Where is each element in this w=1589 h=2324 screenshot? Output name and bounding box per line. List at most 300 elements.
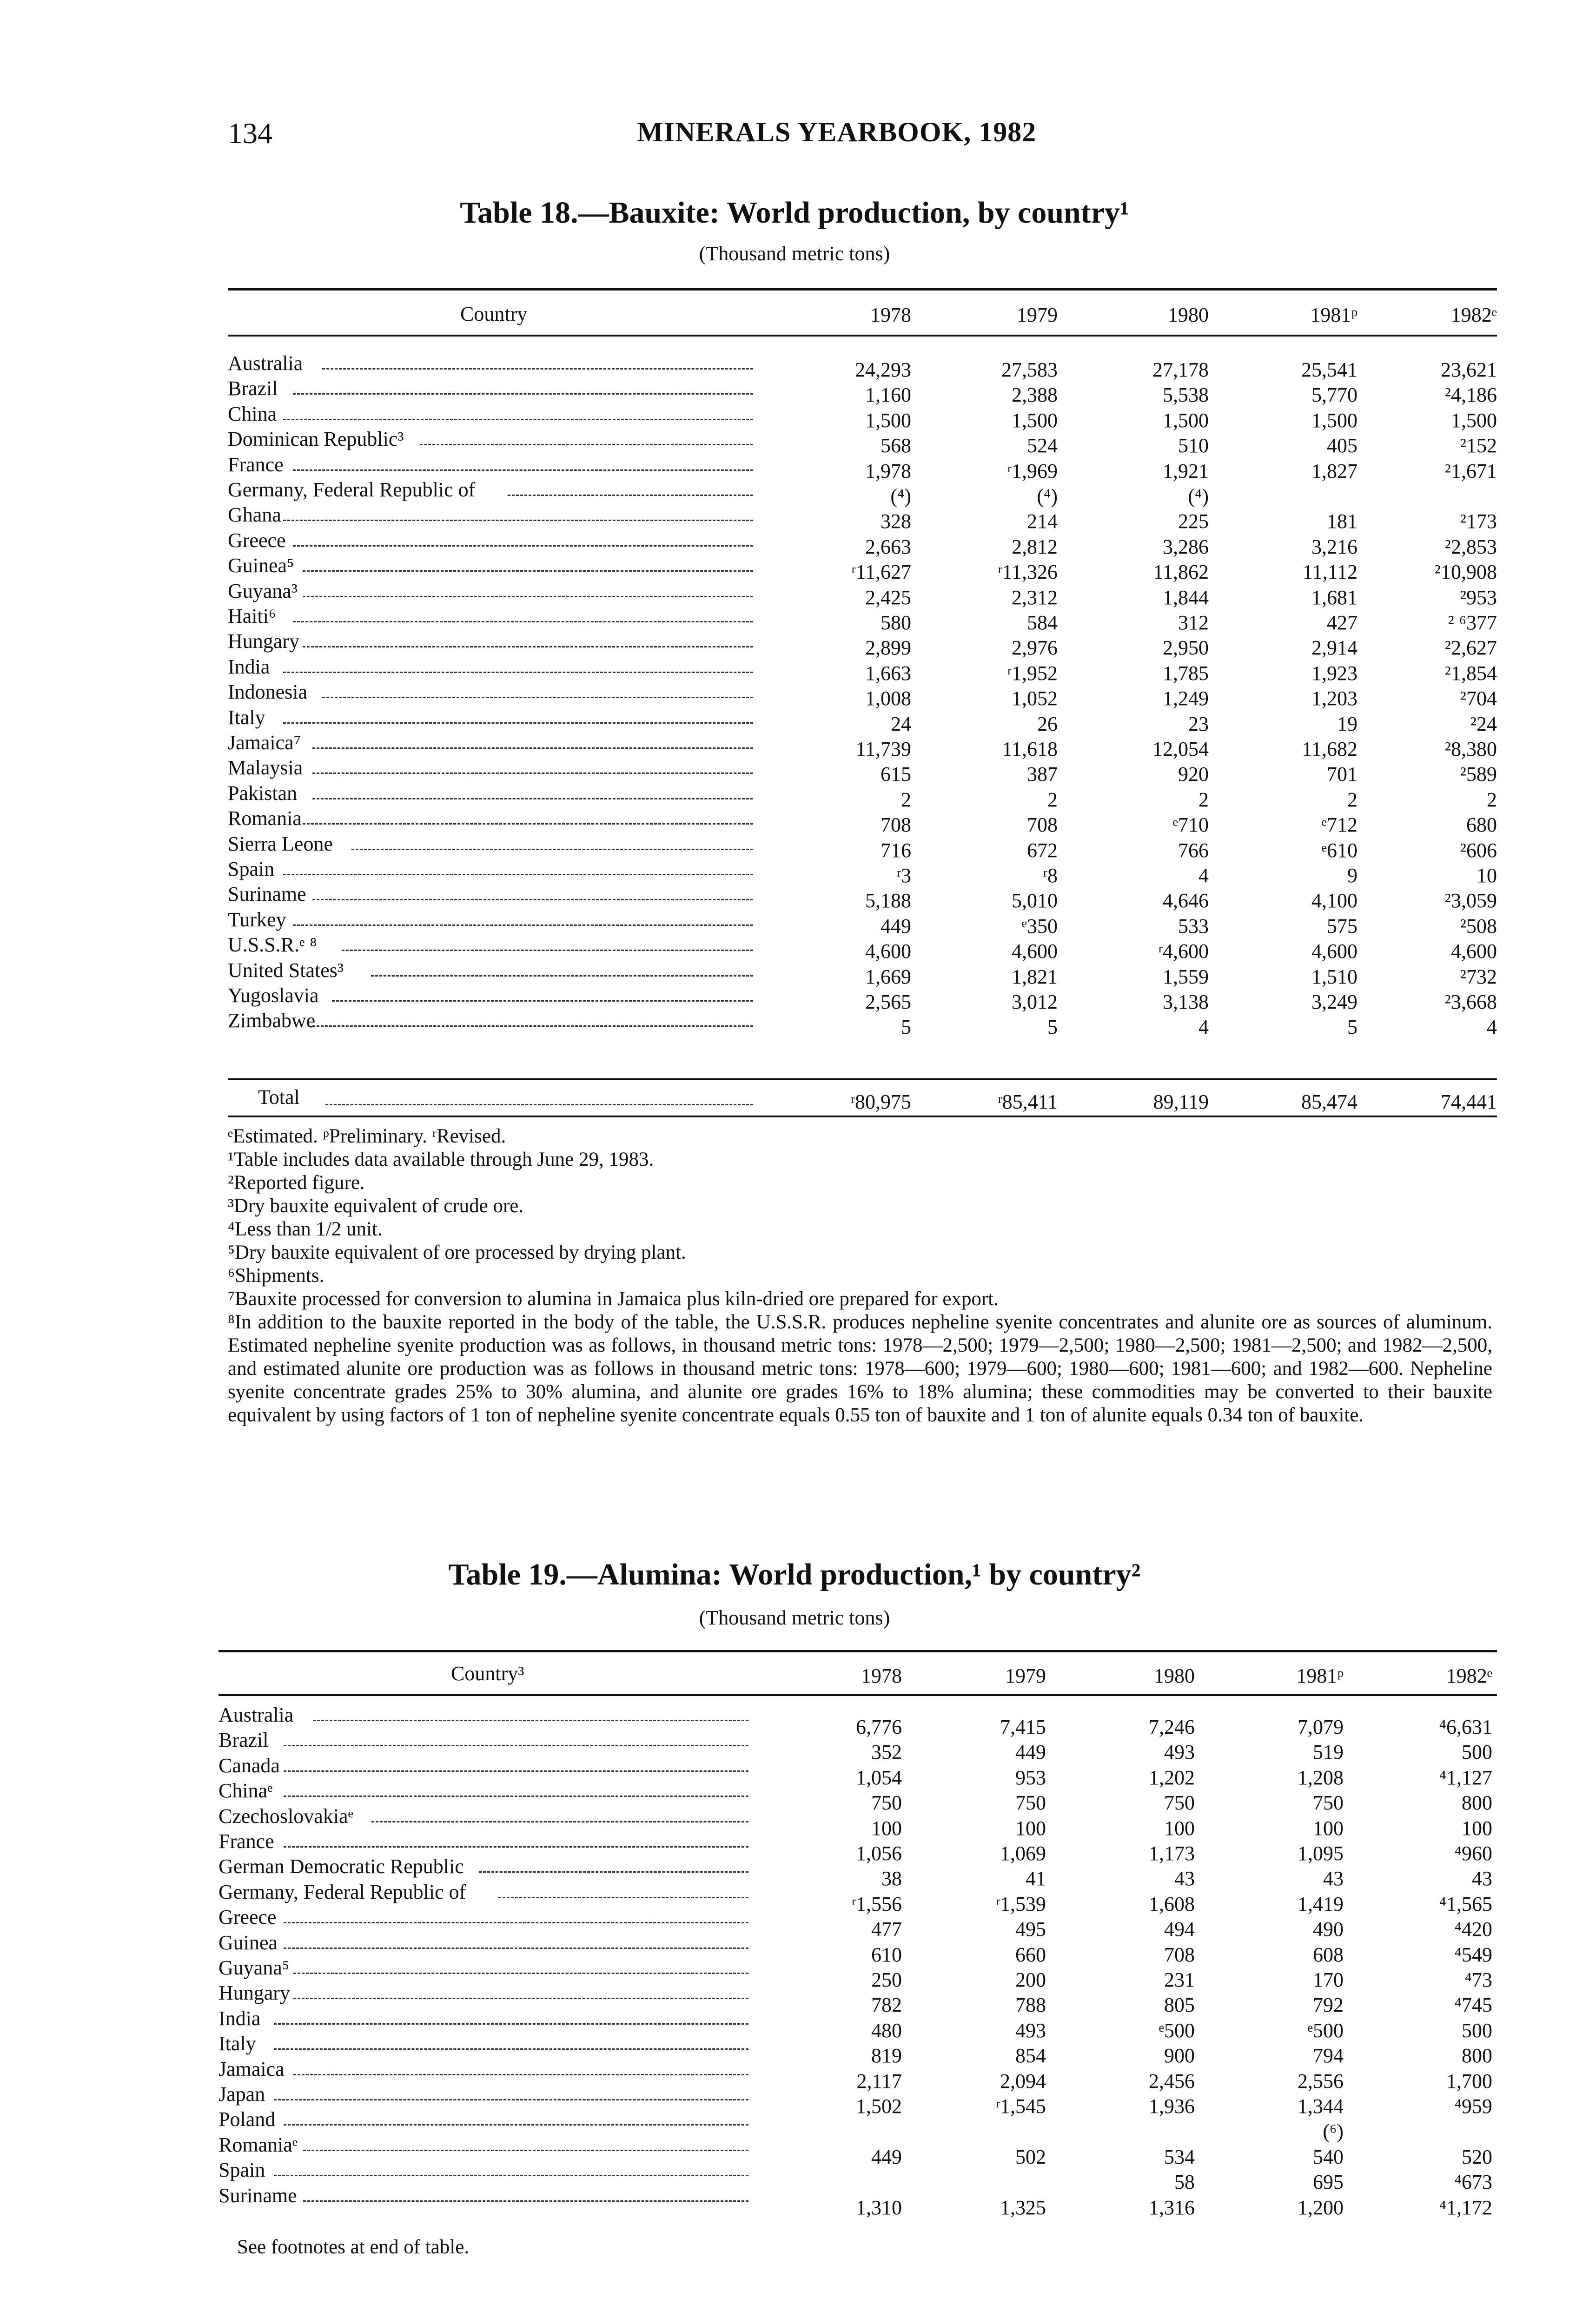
dot-leader [303, 2200, 748, 2202]
dot-leader [479, 1871, 748, 1873]
table-cell: ²508 [1460, 914, 1497, 938]
year-header: 1981ᵖ [1296, 1664, 1344, 1687]
dot-leader [312, 747, 753, 749]
total-cell: ʳ85,411 [998, 1090, 1058, 1113]
table-cell: (⁶) [1323, 2120, 1344, 2143]
dot-leader [284, 1745, 748, 1746]
year-header: 1982ᵉ [1450, 304, 1497, 326]
dot-leader [293, 621, 753, 622]
country-name: Yugoslavia [228, 984, 319, 1007]
country-name: Jamaica⁷ [228, 731, 301, 754]
table-cell: 782 [871, 1994, 902, 2017]
table19-col-country: Country³ [451, 1662, 524, 1685]
table-cell: 519 [1313, 1741, 1344, 1764]
table-cell: ʳ3 [896, 864, 911, 887]
total-cell: 89,119 [1153, 1090, 1209, 1113]
dot-leader [371, 1821, 748, 1822]
table-cell: ʳ1,545 [995, 2095, 1046, 2118]
table-cell: 1,208 [1298, 1766, 1344, 1789]
table19-subtitle: (Thousand metric tons) [699, 1606, 890, 1629]
dot-leader [332, 1000, 753, 1002]
table-cell: 1,419 [1298, 1892, 1344, 1915]
table-cell: 1,978 [865, 459, 911, 482]
table-cell: ²152 [1460, 434, 1497, 457]
table-cell: 494 [1164, 1918, 1195, 1941]
country-name: Canada [218, 1754, 280, 1777]
table-cell: 5,010 [1012, 889, 1058, 912]
country-name: India [228, 655, 270, 678]
table-cell: 2,663 [865, 535, 911, 558]
table19-header-rule [218, 1694, 1497, 1696]
table-cell: 6,776 [856, 1716, 902, 1738]
country-name: Greece [228, 528, 286, 552]
table-cell: ²3,668 [1444, 990, 1497, 1013]
dot-leader [312, 772, 753, 774]
table-cell: 495 [1015, 1918, 1046, 1941]
table-cell: 1,008 [865, 687, 911, 710]
table-cell: 1,500 [1311, 409, 1357, 432]
country-name: Poland [218, 2108, 276, 2131]
table-cell: ²1,854 [1444, 661, 1497, 685]
year-header: 1982ᵉ [1446, 1664, 1492, 1687]
country-name: India [218, 2007, 261, 2030]
table-cell: (⁴) [1037, 485, 1058, 508]
country-name: Czechoslovakiaᵉ [218, 1804, 353, 1828]
table-cell: 4 [1487, 1016, 1497, 1039]
table-cell: ᵉ350 [1021, 914, 1058, 938]
table-cell: 4 [1198, 864, 1209, 887]
table-cell: 1,663 [865, 661, 911, 685]
country-name: Haiti⁶ [228, 605, 276, 627]
dot-leader [322, 368, 753, 370]
table-cell: 610 [871, 1943, 902, 1966]
table-cell: 1,559 [1163, 965, 1209, 988]
table-cell: 1,500 [1451, 409, 1497, 432]
table-cell: 800 [1462, 2044, 1492, 2067]
table-cell: 58 [1174, 2171, 1195, 2194]
table-cell: ²4,186 [1444, 383, 1497, 407]
table-cell: ² ⁶377 [1448, 611, 1497, 634]
dot-leader [303, 646, 753, 647]
table-cell: ʳ8 [1043, 864, 1058, 887]
table-cell: 7,415 [1000, 1716, 1046, 1738]
table-cell: 3,286 [1163, 535, 1209, 558]
table-cell: ²704 [1460, 687, 1497, 710]
footnote: ᵉEstimated. ᵖPreliminary. ʳRevised. [228, 1125, 506, 1147]
table-cell: 225 [1178, 510, 1209, 533]
country-name: Australia [228, 352, 303, 375]
table-cell: 100 [1462, 1816, 1492, 1840]
table-cell: ²732 [1460, 965, 1497, 988]
table-cell: 2,556 [1298, 2069, 1344, 2093]
year-header: 1978 [861, 1664, 902, 1687]
table-cell: 1,095 [1298, 1842, 1344, 1865]
dot-leader [342, 950, 753, 951]
dot-leader [283, 874, 753, 875]
dot-leader [498, 1897, 748, 1898]
table-cell: 1,921 [1163, 459, 1209, 482]
table-cell: ⁴745 [1454, 1994, 1492, 2017]
total-cell: 85,474 [1301, 1090, 1357, 1113]
table-cell: 387 [1027, 763, 1058, 786]
country-name: Suriname [228, 883, 306, 906]
table-cell: ᵉ610 [1321, 838, 1357, 862]
table-cell: ⁴6,631 [1439, 1716, 1492, 1738]
footnote: ⁶Shipments. [228, 1265, 324, 1287]
table-cell: 10 [1476, 864, 1497, 887]
table-cell: 1,052 [1012, 687, 1058, 710]
table-cell: 250 [871, 1968, 902, 1991]
dot-leader [293, 924, 753, 926]
table-cell: 23,621 [1441, 358, 1497, 381]
table-cell: 3,012 [1012, 990, 1058, 1013]
table-cell: 716 [881, 838, 911, 862]
dot-leader [293, 1973, 748, 1974]
table-cell: ʳ1,539 [995, 1892, 1046, 1915]
table-cell: 5,770 [1311, 383, 1357, 407]
table-cell: 43 [1472, 1867, 1492, 1890]
table-cell: 7,246 [1149, 1716, 1195, 1738]
table-cell: 1,203 [1311, 687, 1357, 710]
table-cell: 38 [881, 1867, 902, 1890]
table-cell: 405 [1327, 434, 1357, 457]
table-cell: 680 [1466, 813, 1497, 837]
table-cell: 1,821 [1012, 965, 1058, 988]
country-name: United States³ [228, 958, 344, 982]
table-cell: 11,682 [1302, 738, 1357, 760]
table-cell: 2,812 [1012, 535, 1058, 558]
table-cell: 580 [881, 611, 911, 634]
table-cell: 352 [871, 1741, 902, 1764]
table-cell: 2 [901, 788, 911, 811]
dot-leader [293, 545, 753, 547]
table-cell: 1,936 [1149, 2095, 1195, 2118]
table-cell: 2 [1347, 788, 1357, 811]
table-cell: 5 [901, 1016, 911, 1039]
table-cell: 1,056 [856, 1842, 902, 1865]
table-cell: 1,827 [1311, 459, 1357, 482]
table-cell: 24 [891, 712, 911, 735]
table-cell: 1,510 [1311, 965, 1357, 988]
country-name: Australia [218, 1703, 294, 1726]
country-name: France [228, 453, 284, 476]
table-cell: 1,054 [856, 1766, 902, 1789]
table-cell: 1,325 [1000, 2196, 1046, 2219]
dot-leader [274, 2048, 748, 2050]
table-cell: 1,844 [1163, 586, 1209, 609]
table-cell: 900 [1164, 2044, 1195, 2067]
country-name: Hungary [218, 1981, 290, 2005]
table-cell: ʳ11,627 [851, 561, 911, 584]
table18-total-rule [228, 1078, 1497, 1080]
dot-leader [371, 975, 753, 977]
table-cell: 1,500 [865, 409, 911, 432]
table-cell: ²173 [1460, 510, 1497, 533]
table-cell: 2,117 [856, 2069, 902, 2093]
table-cell: 3,216 [1311, 535, 1357, 558]
table18-header-rule [228, 335, 1497, 337]
table-cell: 750 [871, 1791, 902, 1815]
table-cell: 534 [1164, 2145, 1195, 2168]
table-cell: ⁴420 [1454, 1918, 1492, 1941]
table-cell: 493 [1015, 2019, 1046, 2042]
table-cell: 708 [1027, 813, 1058, 837]
table-cell: 2,565 [865, 990, 911, 1013]
table-cell: 672 [1027, 838, 1058, 862]
table-cell: ²1,671 [1444, 459, 1497, 482]
country-name: Suriname [218, 2184, 297, 2207]
dot-leader [508, 495, 753, 496]
table-cell: 100 [871, 1816, 902, 1840]
country-name: Turkey [228, 908, 286, 931]
dot-leader [312, 1025, 753, 1027]
dot-leader [284, 1796, 748, 1797]
country-name: Brazil [228, 377, 278, 400]
dot-leader [325, 1104, 753, 1105]
table-cell: 4,600 [1451, 940, 1497, 963]
country-name: Ghana [228, 503, 281, 527]
country-name: Guyana⁵ [218, 1956, 290, 1979]
table-cell: 5,188 [865, 889, 911, 912]
table-cell: 520 [1462, 2145, 1492, 2168]
table-cell: 1,202 [1149, 1766, 1195, 1789]
table-cell: ²10,908 [1434, 561, 1497, 584]
table-cell: 477 [871, 1918, 902, 1941]
table-cell: 449 [871, 2145, 902, 2168]
table18-col-country: Country [460, 303, 528, 325]
table-cell: ⁴959 [1454, 2095, 1492, 2118]
year-header: 1979 [1017, 304, 1058, 326]
table-cell: ⁴960 [1454, 1842, 1492, 1865]
table-cell: 2,899 [865, 636, 911, 660]
table-cell: 1,200 [1298, 2196, 1344, 2219]
country-name: Chinaᵉ [218, 1779, 273, 1802]
table-cell: 1,500 [1012, 409, 1058, 432]
table-cell: ⁴73 [1464, 1968, 1492, 1991]
table-cell: 540 [1313, 2145, 1344, 2168]
dot-leader [284, 1846, 748, 1848]
table-cell: 1,069 [1000, 1842, 1046, 1865]
country-name: Romania [228, 807, 302, 830]
table-cell: 1,502 [856, 2095, 902, 2118]
table-cell: 2,456 [1149, 2069, 1195, 2093]
dot-leader [274, 2023, 748, 2025]
dot-leader [293, 1998, 748, 1999]
year-header: 1981ᵖ [1310, 304, 1357, 326]
table-cell: 792 [1313, 1994, 1344, 2017]
table-cell: 1,700 [1446, 2069, 1492, 2093]
table-cell: 584 [1027, 611, 1058, 634]
table-cell: 2,950 [1163, 636, 1209, 660]
table-cell: 819 [871, 2044, 902, 2067]
dot-leader [274, 2099, 748, 2100]
table-cell: 575 [1327, 914, 1357, 938]
dot-leader [293, 2074, 748, 2075]
footnote: ⁷Bauxite processed for conversion to alumina in Jamaica plus kiln-dried ore prepared for export. [228, 1288, 999, 1310]
footnote: ¹Table includes data available through June 29, 1983. [228, 1149, 654, 1170]
country-name: Germany, Federal Republic of [228, 478, 476, 501]
table-cell: 608 [1313, 1943, 1344, 1966]
table-cell: 9 [1347, 864, 1357, 887]
table-cell: ²2,853 [1444, 535, 1497, 558]
table-cell: 701 [1327, 763, 1357, 786]
footnote: ³Dry bauxite equivalent of crude ore. [228, 1195, 524, 1217]
country-name: German Democratic Republic [218, 1855, 464, 1878]
table-cell: 7,079 [1298, 1716, 1344, 1738]
table-cell: 2,094 [1000, 2069, 1046, 2093]
dot-leader [312, 899, 753, 900]
table-cell: 615 [881, 763, 911, 786]
table-cell: 2,312 [1012, 586, 1058, 609]
table-cell: 231 [1164, 1968, 1195, 1991]
table-cell: 3,249 [1311, 990, 1357, 1013]
country-name: Malaysia [228, 756, 303, 779]
dot-leader [303, 2150, 748, 2151]
table-cell: 1,160 [865, 383, 911, 407]
table-cell: 43 [1174, 1867, 1195, 1890]
table18-subtitle: (Thousand metric tons) [699, 242, 890, 265]
table-cell: 750 [1313, 1791, 1344, 1815]
table-cell: 312 [1178, 611, 1209, 634]
table-cell: 533 [1178, 914, 1209, 938]
footnote: ²Reported figure. [228, 1172, 365, 1194]
page-header [0, 116, 1589, 153]
table-cell: 449 [881, 914, 911, 938]
table-cell: 660 [1015, 1943, 1046, 1966]
table-cell: 766 [1178, 838, 1209, 862]
table-cell: 12,054 [1152, 738, 1209, 760]
table-cell: 490 [1313, 1918, 1344, 1941]
table-cell: ʳ1,952 [1007, 661, 1058, 685]
table-cell: 100 [1164, 1816, 1195, 1840]
table-cell: ⁴673 [1454, 2171, 1492, 2194]
year-header: 1980 [1154, 1664, 1195, 1687]
table-cell: 3,138 [1163, 990, 1209, 1013]
table-cell: 1,669 [865, 965, 911, 988]
table-cell: 800 [1462, 1791, 1492, 1815]
table-cell: 5,538 [1163, 383, 1209, 407]
table-cell: 328 [881, 510, 911, 533]
dot-leader [312, 798, 753, 799]
table-cell: ʳ1,969 [1007, 459, 1058, 482]
year-header: 1978 [870, 304, 911, 326]
table-cell: 214 [1027, 510, 1058, 533]
table-cell: 1,310 [856, 2196, 902, 2219]
table-cell: 2 [1198, 788, 1209, 811]
table-cell: ²606 [1460, 838, 1497, 862]
country-name: Brazil [218, 1729, 269, 1752]
country-name: Sierra Leone [228, 832, 333, 855]
table18-bottom-rule [228, 1116, 1497, 1117]
table-cell: ʳ4,600 [1158, 940, 1209, 963]
table19-top-rule [218, 1650, 1497, 1652]
table-cell: ⁴1,565 [1439, 1892, 1492, 1915]
table-cell: 1,923 [1311, 661, 1357, 685]
table-cell: 24,293 [855, 358, 911, 381]
dot-leader [284, 2124, 748, 2126]
country-name: U.S.S.R.ᵉ ⁸ [228, 933, 317, 957]
country-name: Spain [228, 858, 275, 880]
table-cell: 4,600 [865, 940, 911, 963]
table-cell: 1,681 [1311, 586, 1357, 609]
country-name: Spain [218, 2159, 265, 2182]
table-cell: 1,173 [1149, 1842, 1195, 1865]
footnote: ⁵Dry bauxite equivalent of ore processed by drying plant. [228, 1241, 686, 1263]
table-cell: 493 [1164, 1741, 1195, 1764]
country-name: Germany, Federal Republic of [218, 1880, 466, 1903]
see-footnotes-note: See footnotes at end of table. [237, 2236, 470, 2258]
country-name: Japan [218, 2083, 265, 2106]
table-cell: 4,600 [1012, 940, 1058, 963]
table-cell: ᵉ710 [1172, 813, 1209, 837]
table-cell: 510 [1178, 434, 1209, 457]
table-cell: 854 [1015, 2044, 1046, 2067]
table-cell: (⁴) [890, 485, 911, 508]
year-header: 1980 [1168, 304, 1209, 326]
table-cell: 427 [1327, 611, 1357, 634]
table-cell: (⁴) [1188, 485, 1209, 508]
country-name: France [218, 1830, 274, 1853]
table19-title: Table 19.—Alumina: World production,¹ by country² [448, 1558, 1141, 1591]
dot-leader [283, 520, 753, 521]
dot-leader [283, 419, 753, 420]
table-cell: 750 [1164, 1791, 1195, 1815]
dot-leader [274, 2175, 748, 2176]
country-name: Romaniaᵉ [218, 2133, 298, 2156]
country-name: Italy [228, 706, 265, 729]
table-cell: 27,178 [1152, 358, 1209, 381]
table-cell: ⁴549 [1454, 1943, 1492, 1966]
total-cell: ʳ80,975 [850, 1090, 911, 1113]
table-cell: 23 [1188, 712, 1209, 735]
table-cell: 805 [1164, 1994, 1195, 2017]
table18-title: Table 18.—Bauxite: World production, by country¹ [460, 196, 1129, 230]
running-title: MINERALS YEARBOOK, 1982 [637, 117, 1037, 147]
page-number: 134 [228, 117, 272, 150]
table-cell: 100 [1015, 1816, 1046, 1840]
table-cell: 25,541 [1301, 358, 1357, 381]
country-name: Indonesia [228, 680, 308, 704]
table-cell: 27,583 [1001, 358, 1058, 381]
table-cell: ᵉ500 [1307, 2019, 1344, 2042]
table-cell: 750 [1015, 1791, 1046, 1815]
table-cell: 2,425 [865, 586, 911, 609]
country-name: Zimbabwe [228, 1009, 316, 1032]
dot-leader [303, 596, 753, 597]
table-cell: 200 [1015, 1968, 1046, 1991]
table-cell: 11,739 [855, 738, 911, 760]
table-cell: ²589 [1460, 763, 1497, 786]
table-cell: 449 [1015, 1741, 1046, 1764]
country-name: Hungary [228, 630, 299, 653]
table-cell: 502 [1015, 2145, 1046, 2168]
table-cell: ²24 [1470, 712, 1497, 735]
table-cell: 480 [871, 2019, 902, 2042]
table-cell: 19 [1337, 712, 1357, 735]
dot-leader [303, 823, 753, 825]
table-cell: 500 [1462, 2019, 1492, 2042]
country-name: Pakistan [228, 781, 298, 805]
table-cell: 2,976 [1012, 636, 1058, 660]
table-cell: ᵉ500 [1159, 2019, 1195, 2042]
table-cell: 708 [1164, 1943, 1195, 1966]
table-cell: 5 [1047, 1016, 1058, 1039]
table-cell: 181 [1327, 510, 1357, 533]
table-cell: 953 [1015, 1766, 1046, 1789]
table-cell: 2,914 [1311, 636, 1357, 660]
table-cell: 1,249 [1163, 687, 1209, 710]
country-name: Guyana³ [228, 579, 298, 602]
